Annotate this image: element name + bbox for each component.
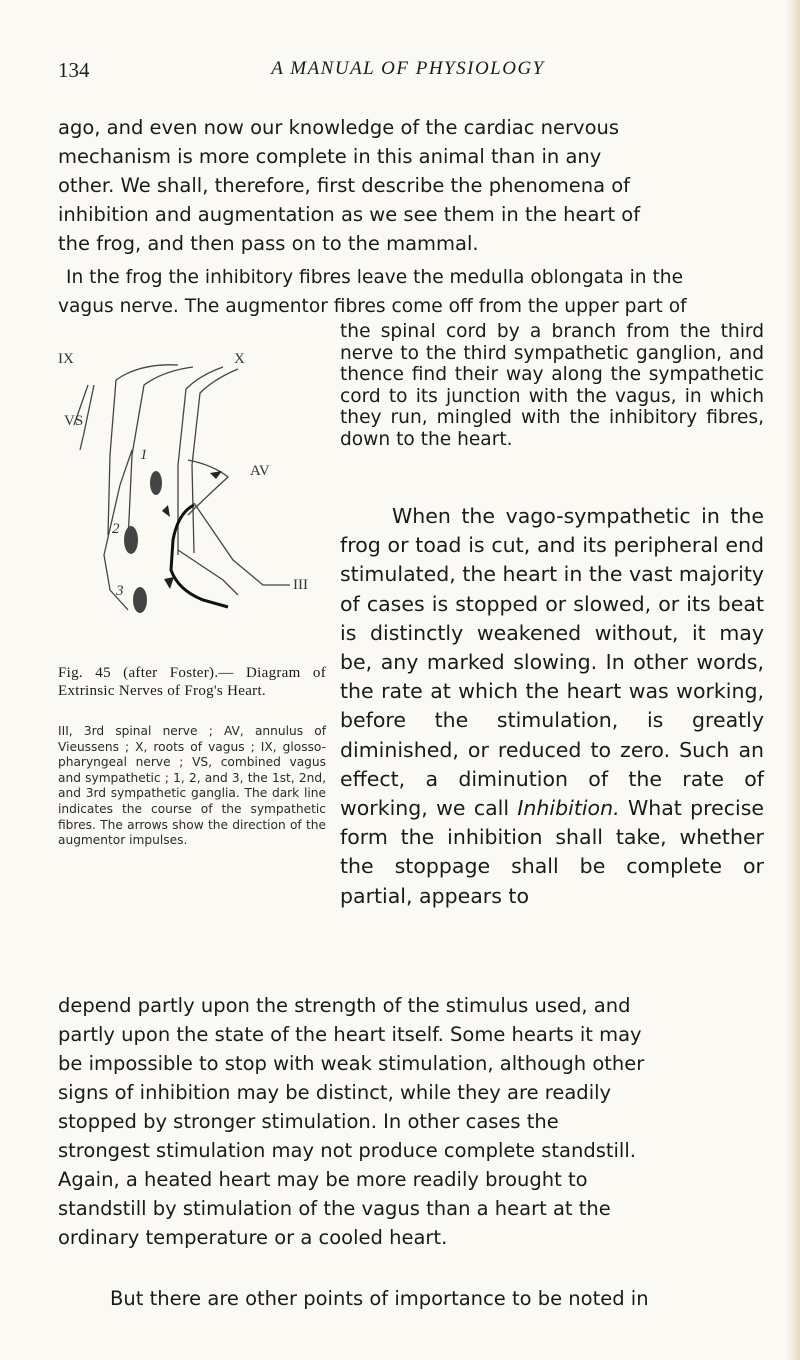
label-ix: IX bbox=[58, 351, 74, 367]
text-line: be impossible to stop with weak stimulation, although other bbox=[58, 1052, 645, 1075]
text-line: the frog, and then pass on to the mammal. bbox=[58, 232, 479, 255]
augmentor-arrow-icon bbox=[162, 505, 170, 517]
sympathetic-fibre-dark-line bbox=[171, 505, 228, 607]
label-av: AV bbox=[250, 463, 270, 479]
page-edge-shadow bbox=[786, 0, 800, 1360]
page-number: 134 bbox=[58, 58, 90, 82]
paragraph-2-head bbox=[58, 263, 762, 321]
paragraph-3-wrap bbox=[340, 502, 764, 911]
page-header bbox=[58, 58, 758, 88]
text-line: stopped by stronger stimulation. In other cases the bbox=[58, 1110, 559, 1133]
text-line: partly upon the state of the heart itself. Some hearts it may bbox=[58, 1023, 642, 1046]
paragraph-3-full bbox=[58, 991, 762, 1252]
augmentor-arrow-icon bbox=[210, 471, 222, 479]
sympathetic-cord-line bbox=[178, 367, 223, 555]
paragraph-4: But there are other points of importance to be noted in bbox=[110, 1287, 649, 1310]
paragraph-2-wrap: the spinal cord by a branch from the third nerve to the third sympathetic ganglion, and thence find their way along the sympathetic cord to its junction with the vagus, in which they run, mingled with the inhibitory fibres, down to the heart. bbox=[340, 321, 764, 450]
text-line: standstill by stimulation of the vagus than a heart at the bbox=[58, 1197, 611, 1220]
sympathetic-outer-line bbox=[192, 369, 238, 553]
text-line: ordinary temperature or a cooled heart. bbox=[58, 1226, 448, 1249]
text-line: signs of inhibition may be distinct, while they are readily bbox=[58, 1081, 612, 1104]
lower-nerve-line bbox=[178, 550, 238, 595]
paragraph-3-start: When the vago-sympathetic in the frog or toad is cut, and its peripheral end stimulated, the heart in the vast majority of cases is stopped or slowed, or its beat is distinctly weakened without, it may be, any marked slowing. In other words, the rate at which the heart was working, before the stimulation, is greatly diminished, or reduced to zero. Such an effect, a diminution of the rate of working, we call bbox=[340, 504, 764, 821]
annulus-loop bbox=[188, 460, 228, 515]
text-line: strongest stimulation may not produce complete standstill. bbox=[58, 1139, 636, 1162]
label-ganglion-2: 2 bbox=[112, 521, 120, 537]
ganglion-1-shape bbox=[150, 471, 162, 495]
label-ganglion-1: 1 bbox=[140, 447, 148, 463]
augmentor-arrow-icon bbox=[164, 577, 174, 589]
text-line: inhibition and augmentation as we see them in the heart of bbox=[58, 203, 641, 226]
text-line: mechanism is more complete in this animal than in any bbox=[58, 145, 602, 168]
paragraph-3-end: What precise form the inhibition shall take, whether the stoppage shall be complete or partial, appears to bbox=[340, 796, 764, 908]
figure-caption-title: Fig. 45 (after Foster).— Diagram of Extrinsic Nerves of Frog's Heart. bbox=[58, 665, 326, 699]
text-line: ago, and even now our knowledge of the cardiac nervous bbox=[58, 116, 620, 139]
figure-caption-body: III, 3rd spinal nerve ; AV, annulus of Vieussens ; X, roots of vagus ; IX, glosso-pharyngeal nerve ; VS, combined vagus and sympathetic ; 1, 2, and 3, the 1st, 2nd, and 3rd sympathetic ganglia. The dark line indicates the course of the sympathetic fibres. The arrows show the direction of the augmentor impulses. bbox=[58, 724, 326, 848]
label-x: X bbox=[234, 351, 245, 367]
text-line: vagus nerve. The augmentor fibres come off from the upper part of bbox=[58, 296, 687, 317]
ganglion-3-shape bbox=[133, 587, 147, 613]
text-line: depend partly upon the strength of the stimulus used, and bbox=[58, 994, 631, 1017]
inhibition-term: Inhibition. bbox=[517, 796, 620, 821]
figure-45-diagram bbox=[28, 345, 328, 645]
text-line: Again, a heated heart may be more readily brought to bbox=[58, 1168, 588, 1191]
text-line: other. We shall, therefore, first describe the phenomena of bbox=[58, 174, 631, 197]
running-head: A MANUAL OF PHYSIOLOGY bbox=[271, 58, 545, 79]
label-ganglion-3: 3 bbox=[116, 583, 124, 599]
text-line: In the frog the inhibitory fibres leave the medulla oblongata in the bbox=[66, 267, 684, 288]
third-spinal-nerve-line bbox=[194, 503, 290, 585]
label-iii: III bbox=[293, 577, 308, 593]
ganglion-2-shape bbox=[124, 526, 138, 554]
label-vs: VS bbox=[64, 413, 84, 429]
paragraph-1 bbox=[58, 113, 762, 258]
nerve-diagram-svg bbox=[28, 345, 328, 645]
